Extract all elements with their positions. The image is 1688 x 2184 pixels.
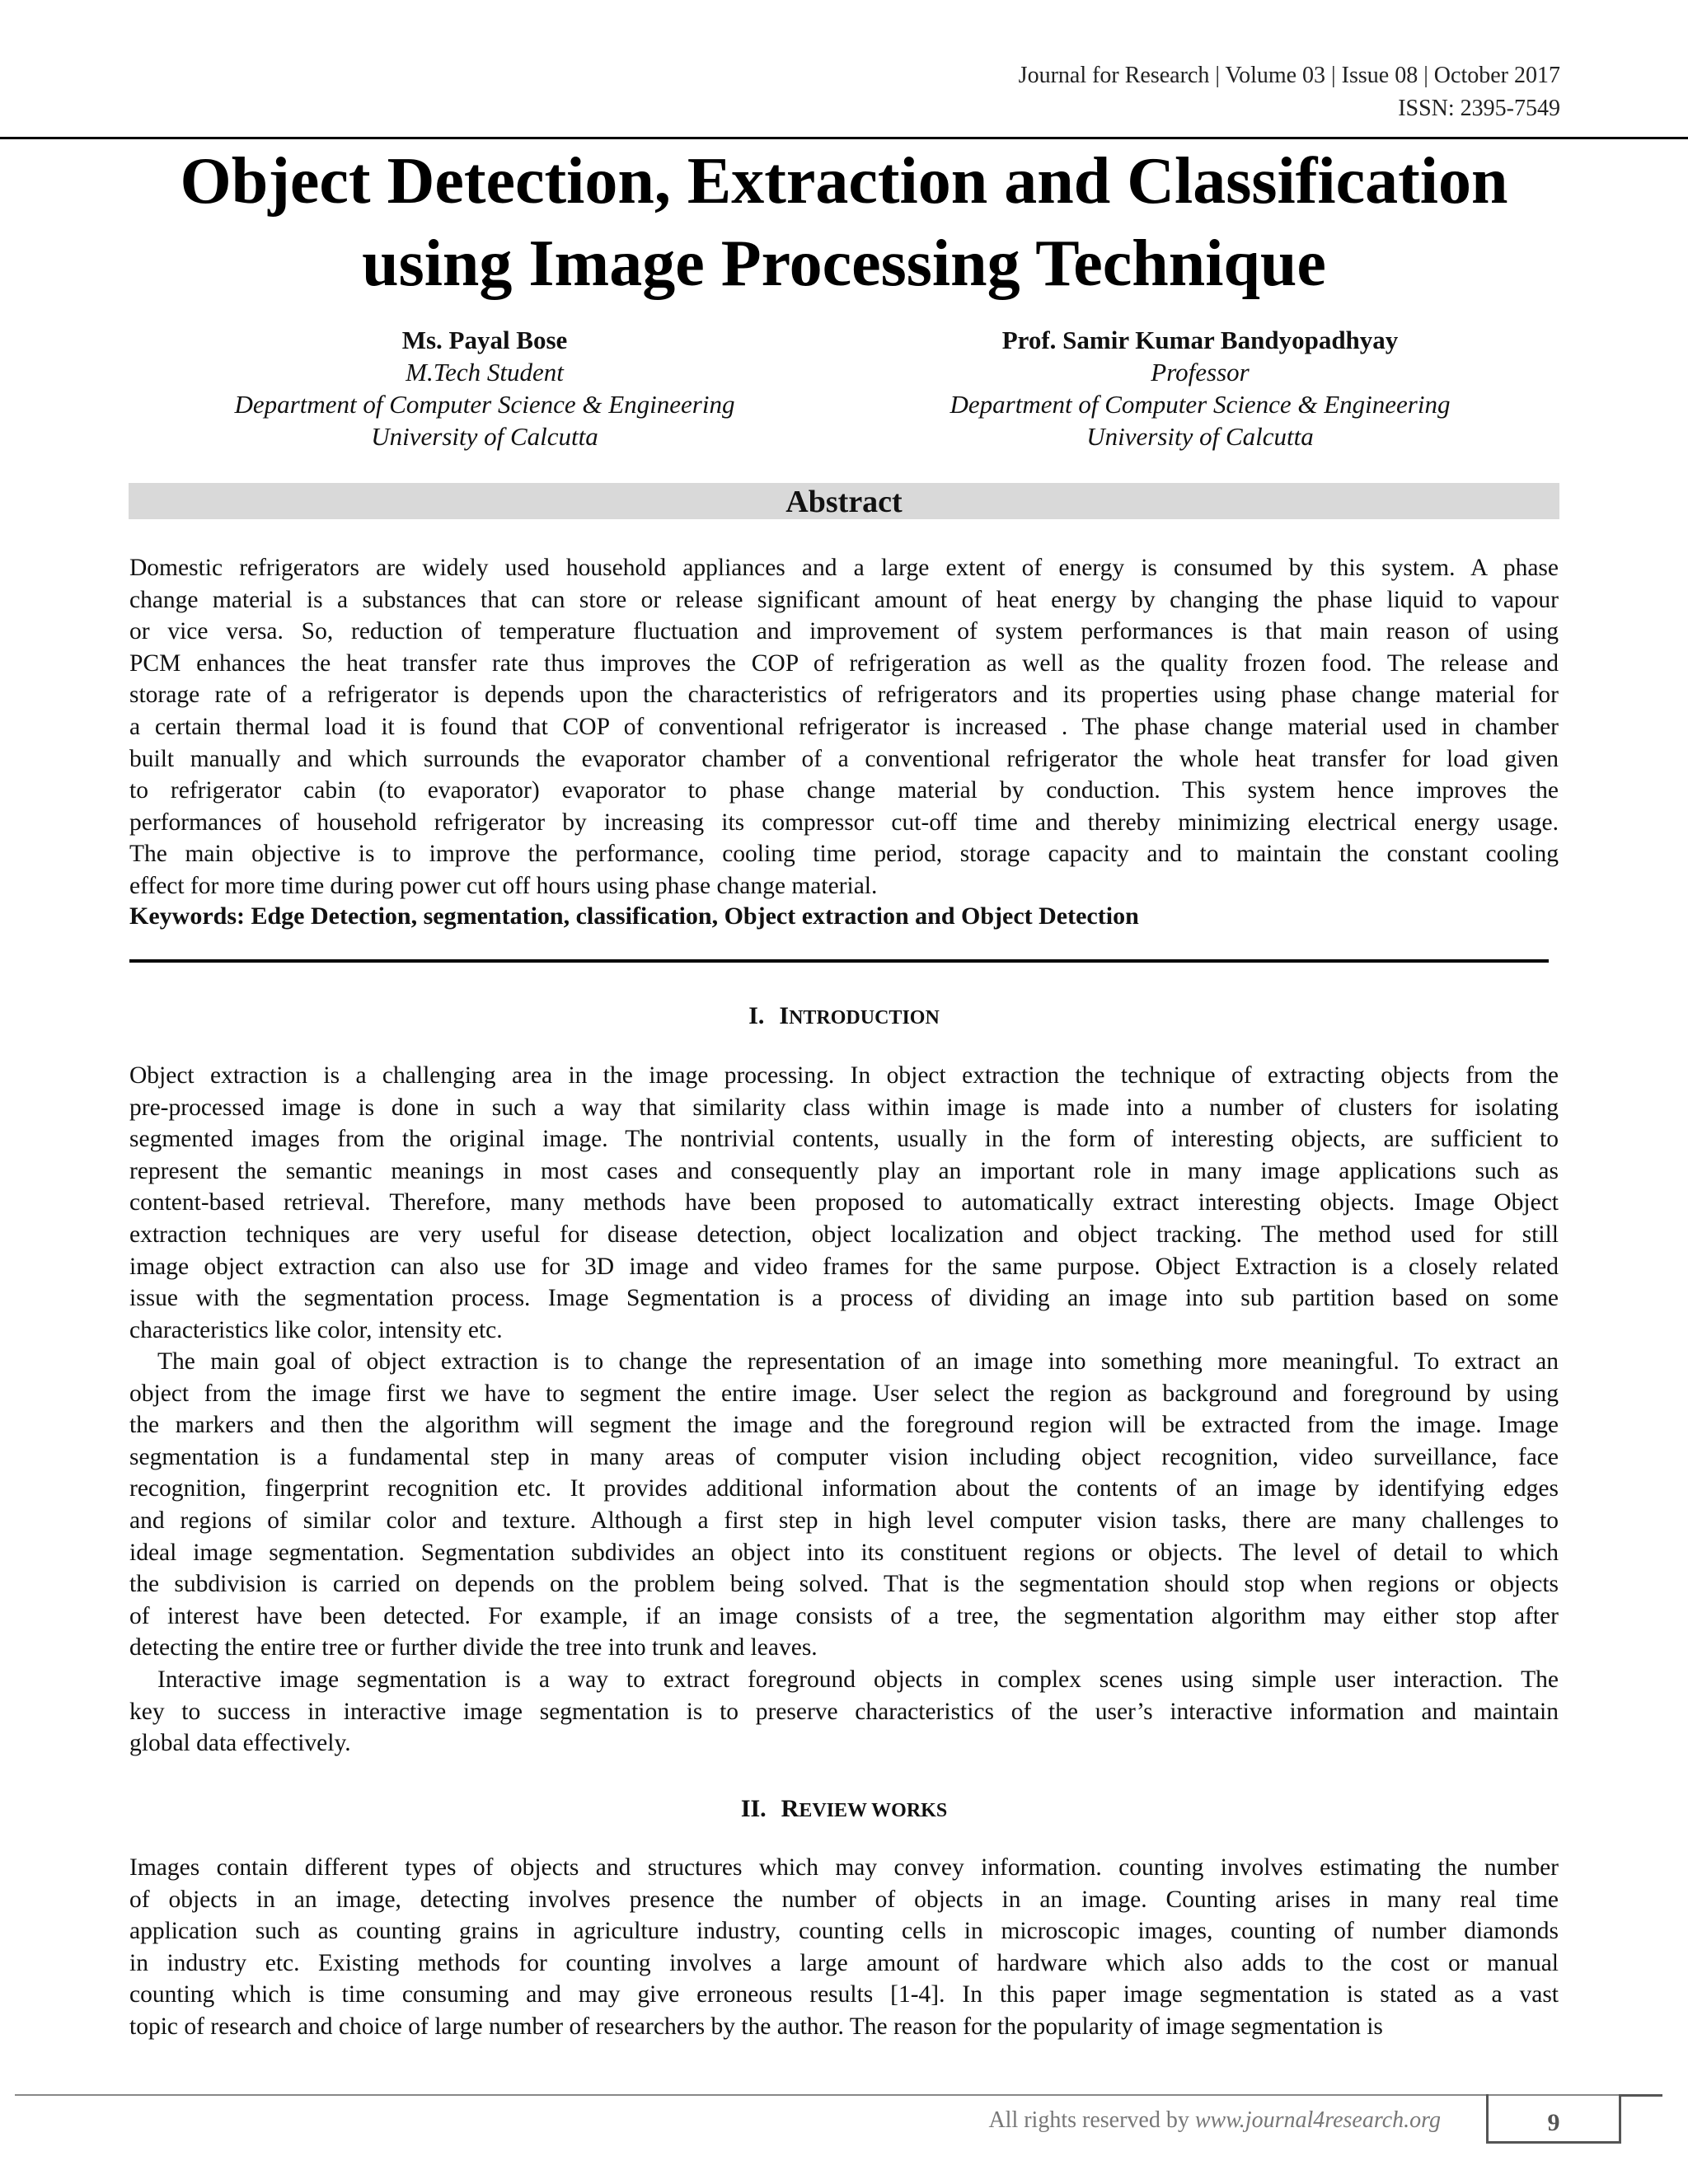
section-title-rest: NTRODUCTION: [789, 1007, 940, 1029]
title-line-2: using Image Processing Technique: [362, 227, 1326, 300]
section-title-rest: EVIEW WORKS: [799, 1800, 948, 1821]
text-line: detecting the entire tree or further divide the tree into trunk and leaves.: [129, 1634, 818, 1661]
text-line: content-based retrieval. Therefore, many methods have been proposed to automatically extract interesting objects. Image Object: [129, 1189, 1559, 1216]
section-heading-review-works: [0, 1793, 1688, 1826]
author-block-1: [155, 324, 814, 452]
text-line: The main goal of object extraction is to change the representation of an image into something more meaningful. To extract an: [157, 1348, 1559, 1375]
text-line: or vice versa. So, reduction of temperature fluctuation and improvement of system performances is that main reason of using: [129, 618, 1559, 645]
keywords: Keywords: Edge Detection, segmentation, classification, Object extraction and Object Detection: [129, 902, 1139, 930]
text-line: of objects in an image, detecting involves presence the number of objects in an image. Counting arises in many real time: [129, 1886, 1559, 1913]
text-line: the subdivision is carried on depends on the problem being solved. That is the segmentation should stop when regions or objects: [129, 1571, 1559, 1598]
author-university: University of Calcutta: [1086, 422, 1314, 451]
text-line: application such as counting grains in agriculture industry, counting cells in microscopic images, counting of number diamonds: [129, 1918, 1559, 1945]
abstract-body: [129, 552, 1559, 902]
author-name: Ms. Payal Bose: [401, 326, 568, 354]
text-line: Interactive image segmentation is a way to extract foreground objects in complex scenes using simple user interaction. The: [157, 1666, 1559, 1693]
text-line: pre-processed image is done in such a way that similarity class within image is made into a number of clusters for isolating: [129, 1094, 1559, 1121]
text-line: a certain thermal load it is found that COP of conventional refrigerator is increased . The phase change material used in chamber: [129, 713, 1559, 740]
text-line: effect for more time during power cut off hours using phase change material.: [129, 872, 878, 899]
section-number: II.: [740, 1795, 767, 1822]
text-line: of interest have been detected. For example, if an image consists of a tree, the segmentation algorithm may either stop after: [129, 1602, 1559, 1629]
text-line: recognition, fingerprint recognition etc. It provides additional information about the contents of an image by identifying edges: [129, 1475, 1559, 1502]
section-number: I.: [748, 1002, 765, 1029]
section-title-initial: R: [781, 1795, 799, 1822]
header-rule: [0, 137, 1688, 139]
author-department: Department of Computer Science & Engineering: [234, 390, 735, 419]
text-line: characteristics like color, intensity etc.: [129, 1316, 503, 1343]
text-line: image object extraction can also use for 3D image and video frames for the same purpose. Object Extraction is a closely related: [129, 1253, 1559, 1280]
text-line: Domestic refrigerators are widely used household appliances and a large extent of energy is consumed by this system. A phase: [129, 555, 1559, 581]
section-title-initial: I: [779, 1002, 790, 1029]
text-line: in industry etc. Existing methods for counting involves a large amount of hardware which also adds to the cost or manual: [129, 1949, 1559, 1976]
journal-header: [1019, 59, 1560, 125]
paper-title: [82, 140, 1606, 305]
text-line: segmentation is a fundamental step in many areas of computer vision including object recognition, video surveillance, face: [129, 1443, 1559, 1470]
text-line: storage rate of a refrigerator is depends upon the characteristics of refrigerators and its properties using phase change material for: [129, 682, 1559, 709]
intro-paragraph-3: [129, 1664, 1559, 1760]
author-department: Department of Computer Science & Engineering: [950, 390, 1451, 419]
footer-rule: [15, 2094, 1630, 2096]
text-line: Images contain different types of objects and structures which may convey information. counting involves estimating the number: [129, 1854, 1559, 1881]
author-name: Prof. Samir Kumar Bandyopadhyay: [1001, 326, 1399, 354]
abstract-heading: Abstract: [129, 483, 1559, 519]
text-line: topic of research and choice of large number of researchers by the author. The reason for the popularity of image segmentation is: [129, 2013, 1383, 2040]
text-line: key to success in interactive image segmentation is to preserve characteristics of the user’s interactive information and maintain: [129, 1698, 1559, 1725]
text-line: change material is a substances that can store or release significant amount of heat energy by changing the phase liquid to vapour: [129, 586, 1559, 613]
text-line: built manually and which surrounds the evaporator chamber of a conventional refrigerator the whole heat transfer for load given: [129, 745, 1559, 772]
text-line: The main objective is to improve the performance, cooling time period, storage capacity and to maintain the constant cooling: [129, 841, 1559, 868]
website-link[interactable]: www.journal4research.org: [1194, 2107, 1441, 2133]
issn: ISSN: 2395-7549: [1398, 96, 1560, 121]
review-paragraph-1: [129, 1852, 1559, 2043]
page-box-tab: [1621, 2094, 1662, 2113]
journal-info: Journal for Research | Volume 03 | Issue 08 | October 2017: [1018, 63, 1560, 88]
text-line: object from the image first we have to segment the entire image. User select the region as background and foreground by using: [129, 1380, 1559, 1407]
intro-paragraph-2: [129, 1346, 1559, 1664]
author-university: University of Calcutta: [371, 422, 598, 451]
text-line: segmented images from the original image. The nontrivial contents, usually in the form of interesting objects, are sufficient to: [129, 1126, 1559, 1153]
text-line: and regions of similar color and texture. Although a first step in high level computer vision tasks, there are many challenges to: [129, 1507, 1559, 1534]
text-line: performances of household refrigerator by increasing its compressor cut-off time and thereby minimizing electrical energy usage.: [129, 808, 1559, 836]
text-line: global data effectively.: [129, 1730, 351, 1757]
footer-rights: [988, 2106, 1441, 2135]
author-role: Professor: [1151, 358, 1250, 387]
abstract-rule: [129, 959, 1549, 963]
text-line: represent the semantic meanings in most cases and consequently play an important role in many image applications such as: [129, 1157, 1559, 1184]
rights-text: All rights reserved by: [988, 2107, 1195, 2133]
text-line: Object extraction is a challenging area in the image processing. In object extraction the technique of extracting objects from the: [129, 1062, 1559, 1089]
text-line: PCM enhances the heat transfer rate thus improves the COP of refrigeration as well as the quality frozen food. The release and: [129, 649, 1559, 677]
author-block-2: [870, 324, 1530, 452]
page-number: 9: [1547, 2109, 1560, 2136]
text-line: ideal image segmentation. Segmentation subdivides an object into its constituent regions or objects. The level of detail to which: [129, 1539, 1559, 1566]
text-line: the markers and then the algorithm will segment the image and the foreground region will be extracted from the image. Image: [129, 1412, 1559, 1439]
text-line: issue with the segmentation process. Image Segmentation is a process of dividing an image into sub partition based on some: [129, 1285, 1559, 1312]
text-line: counting which is time consuming and may give erroneous results [1-4]. In this paper image segmentation is stated as a vast: [129, 1981, 1559, 2008]
section-heading-introduction: [0, 1001, 1688, 1033]
title-line-1: Object Detection, Extraction and Classification: [180, 145, 1508, 218]
intro-paragraph-1: [129, 1060, 1559, 1346]
text-line: extraction techniques are very useful for disease detection, object localization and object tracking. The method used for still: [129, 1221, 1559, 1248]
text-line: to refrigerator cabin (to evaporator) evaporator to phase change material by conduction. This system hence improves the: [129, 777, 1559, 804]
author-role: M.Tech Student: [406, 358, 564, 387]
